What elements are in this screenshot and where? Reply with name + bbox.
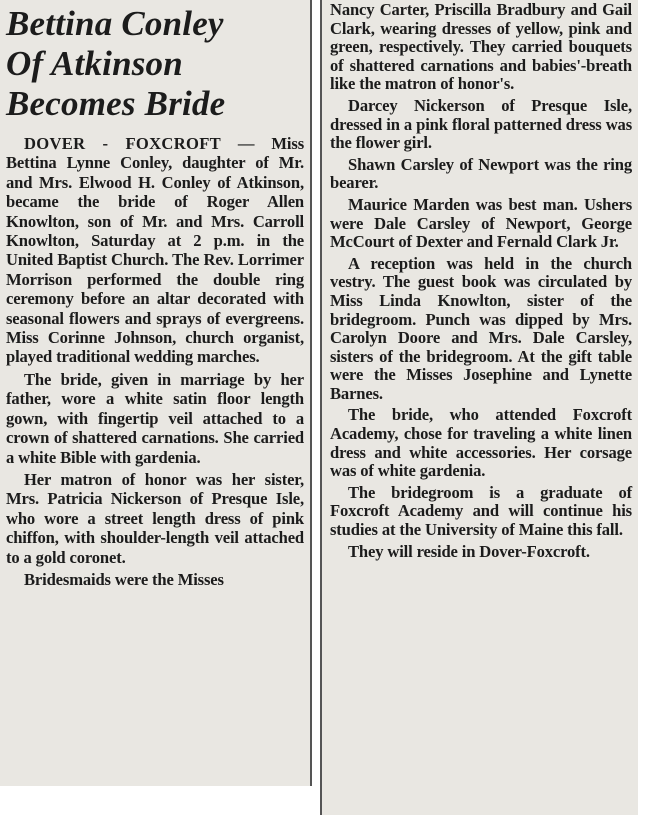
paragraph-bridesmaids-cont: Nancy Carter, Priscilla Bradbury and Gail Clark, wearing dresses of yellow, pink and green, respectively. They carried bouquets of shattered carnations and babies'-breath like the matron of honor's. [330, 0, 632, 94]
headline [6, 0, 304, 124]
headline-line-1: Bettina Conley [6, 4, 224, 43]
headline-line-2: Of Atkinson [6, 44, 183, 83]
headline-line-3: Becomes Bride [6, 84, 226, 123]
paragraph-flower-girl: Darcey Nickerson of Presque Isle, dressed in a pink floral patterned dress was the flower girl. [330, 95, 632, 153]
right-column [320, 0, 638, 815]
left-column [0, 0, 312, 786]
paragraph-residence: They will reside in Dover-Foxcroft. [348, 541, 590, 561]
paragraph-travel-attire: The bride, who attended Foxcroft Academy, chose for traveling a white linen dress and white accessories. Her corsage was of white gardenia. [330, 405, 632, 481]
paragraph-bridesmaids-start: Bridesmaids were the Misses [24, 569, 224, 589]
paragraph-ring-bearer: Shawn Carsley of Newport was the ring bearer. [330, 154, 632, 193]
paragraph-ceremony-text: Miss Bettina Lynne Conley, daughter of Mr. and Mrs. Elwood H. Conley of Atkinson, became the bride of Roger Allen Knowlton, son of Mr. and Mrs. Carroll Knowlton, Saturday at 2 p.m. in the United Baptist Church. The Rev. Lorrimer Morrison performed the double ring ceremony before an altar decorated with seasonal flowers and sprays of evergreens. Miss Corinne Johnson, church organist, played traditional wedding marches. [6, 134, 305, 367]
paragraph-bride-gown: The bride, given in marriage by her father, wore a white satin floor length gown, with fingertip veil attached to a crown of shattered carnations. She carried a white Bible with gardenia. [6, 369, 304, 467]
paragraph-ceremony [6, 134, 304, 367]
paragraph-bridegroom: The bridegroom is a graduate of Foxcroft Academy and will continue his studies at the University of Maine this fall. [330, 482, 632, 540]
paragraph-matron-of-honor: Her matron of honor was her sister, Mrs. Patricia Nickerson of Presque Isle, who wore a street length dress of pink chiffon, with shoulder-length veil attached to a gold coronet. [6, 469, 304, 567]
paragraph-best-man: Maurice Marden was best man. Ushers were Dale Carsley of Newport, George McCourt of Dexter and Fernald Clark Jr. [330, 194, 632, 252]
paragraph-reception: A reception was held in the church vestry. The guest book was circulated by Miss Linda Knowlton, sister of the bridegroom. Punch was dipped by Mrs. Carolyn Doore and Mrs. Dale Carsley, sisters of the bridegroom. At the gift table were the Misses Josephine and Lynette Barnes. [330, 253, 632, 403]
dateline: DOVER - FOXCROFT — [24, 134, 255, 153]
left-column-body [6, 134, 304, 589]
